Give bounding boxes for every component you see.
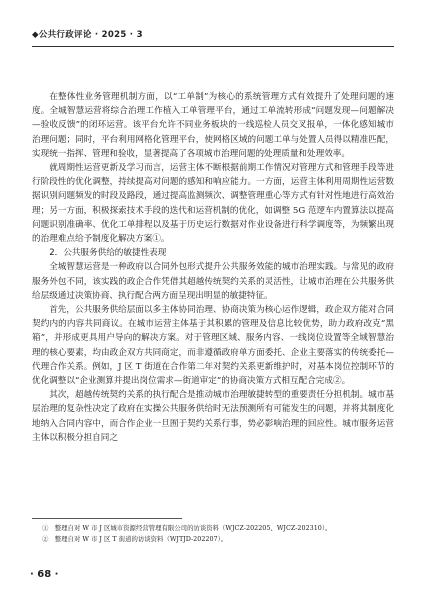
footnote: ① 整理自对 W 市 J 区城市资源经营管理有限公司的访谈资料（WJCZ-202205、WJCZ-202310）。 xyxy=(42,524,332,532)
paragraph: 其次，超越传统契约关系的执行配合是推动城市治理敏捷转型的重要责任分担机制。城市基层治理的复杂性决定了政府在实操公共服务供给时无法预测所有可能发生的问题，并将其制度化地纳入合同内容中，而合作企业一旦囿于契约关系行事，势必影响治理的回应性。城市服务运营主体以积极分担自同之 xyxy=(32,390,394,443)
section-subheading: 2．公共服务供给的敏捷性表现 xyxy=(49,248,167,259)
paragraph: 在整体性业务管理机制方面，以“工单制”为核心的系统管理方式有效提升了处理问题的速度。全城智慧运营将综合治理工作植入工单管理平台，通过工单流转形成“问题发现—问题解决—验收反馈”的闭环运营。该平台允许不同业务板块的一线巡检人员交叉报单，一体化感知城市治理问题；同时，平台利用网格化管理平台，使网格区域的问题工单与处置人员得以精准匹配，实现统一指挥、管理和验收，显著提高了各项城市治理问题的处理质量和处理效率。 xyxy=(32,92,394,159)
footnote: ② 整理自对 W 市 J 区 T 街道的访谈资料（WJTJD-202207）。 xyxy=(42,534,228,543)
paragraph: 全城智慧运营是一种政府以合同外包形式提升公共服务效能的城市治理实践。与常见的政府服务外包不同，该实践的政企合作凭借其超越传统契约关系的灵活性，让城市治理在公共服务供给层级通过决策协商、执行配合两方面呈现出明显的敏捷特征。 xyxy=(32,262,394,301)
body-text xyxy=(32,90,394,445)
header-rule xyxy=(32,46,394,47)
paragraph: 首先，公共服务供给层面以多主体协同治理、协商决策为核心运作逻辑，政企双方能对合同契约内的内容共同商议。在城市运营主体基于其积累的管理及信息比较优势，助力政府改克“黑箱”，并形成更具用户导向的解决方案。对于管理区域、服务内容、一线岗位设置等全域智慧治理的核心要素，均由政企双方共同商定，而非遵循政府单方面委托、企业主要落实的传统委托—代理合作关系。例如，J 区 T 街道在合作第二年对契约关系更新维护时，对基本岗位控制环节的优化调整以“企业测算并提出岗位需求—街道审定”的协商决策方式相互配合完成②。 xyxy=(32,305,394,387)
running-header: ◆公共行政评论 · 2025 · 3 xyxy=(32,30,143,40)
page-number: · 68 · xyxy=(30,569,59,580)
footnote-rule xyxy=(32,518,182,519)
paragraph: 就周期性运营更新及学习而言，运营主体不断根据前期工作情况对管理方式和管理手段等进行阶段性的优化调整，持续提高对问题的感知和响应能力。一方面，运营主体利用周期性运营数据识别问题频发的时段及路段，通过提高监测频次、调整管理重心等方式有针对性地进行高效治理；另一方面，积极探索技术手段的迭代和运营机制的优化，如调整 5G 范逻车内置算法以提高问题识别准确率、优化工单排程以及基于历史运行数据对作业设备进行科学调度等，为频繁出现的治理难点给予制度化解决方案①。 xyxy=(32,163,394,245)
footnotes xyxy=(32,523,394,544)
